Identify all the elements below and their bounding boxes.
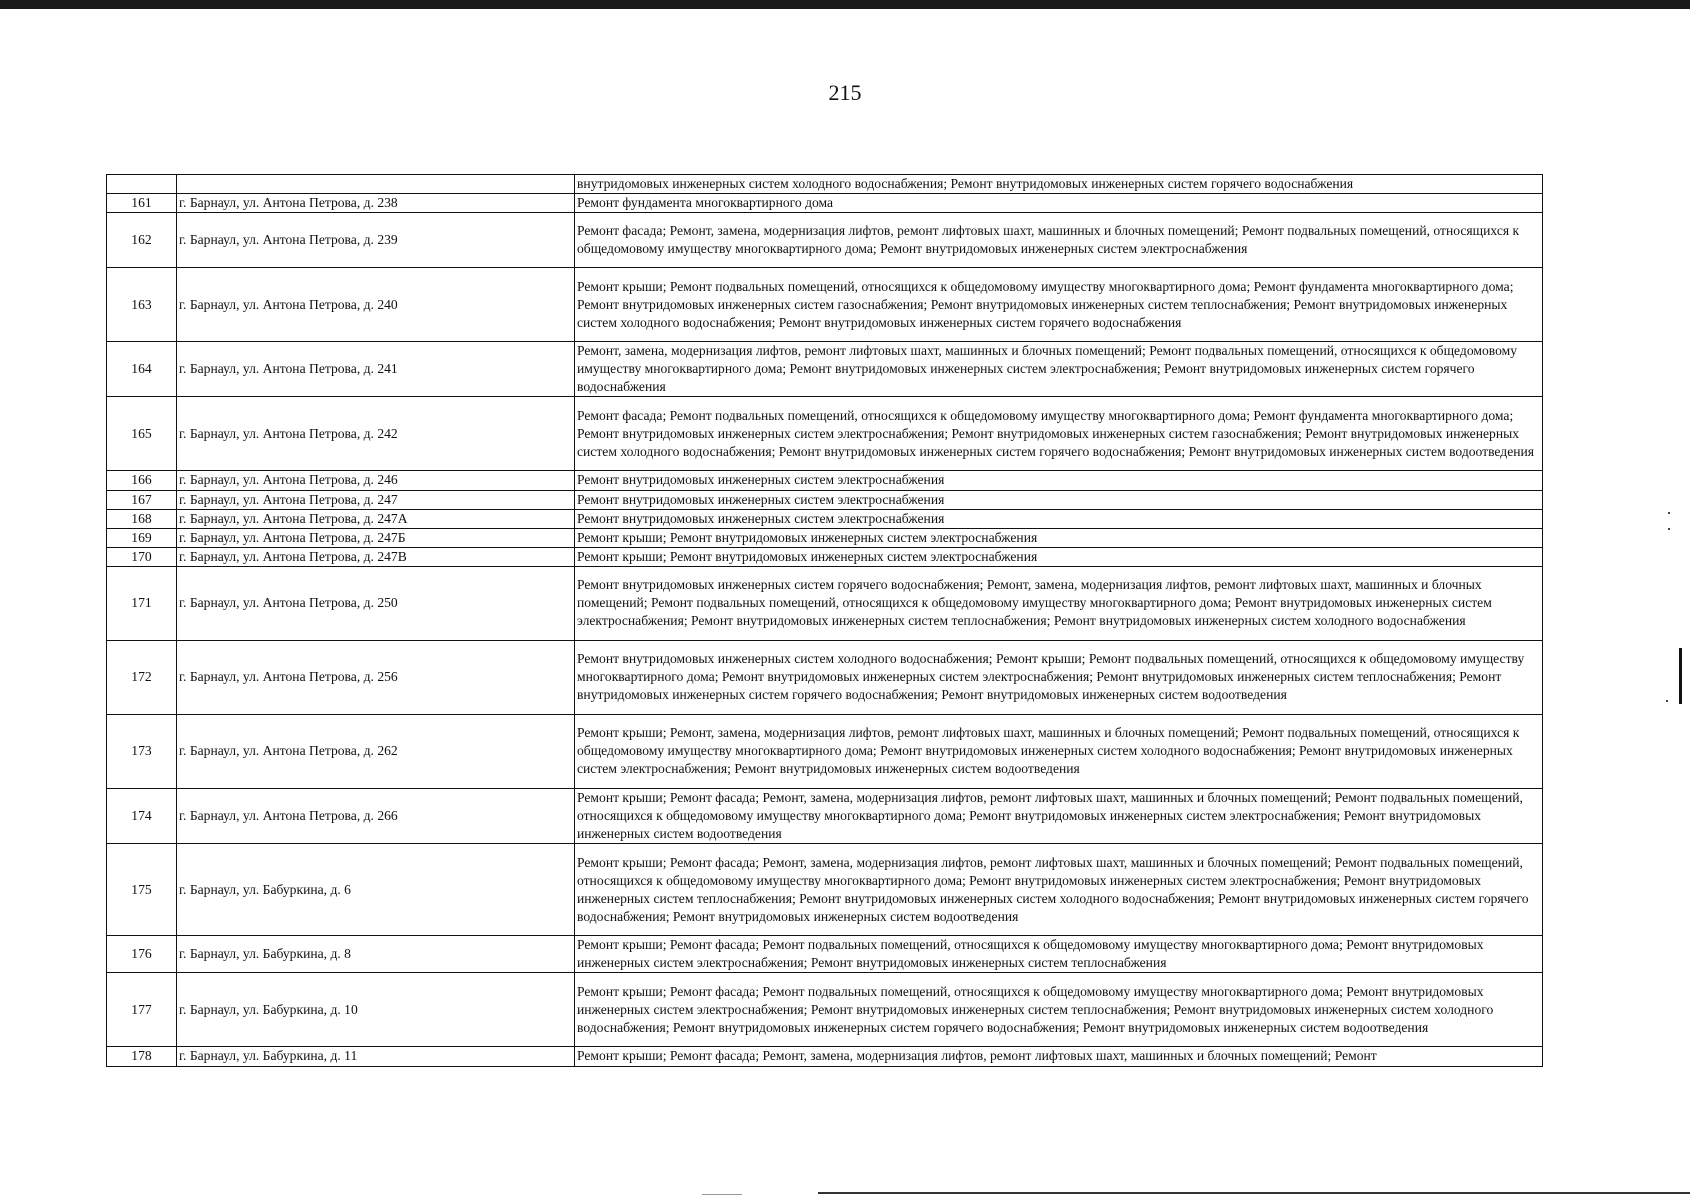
repair-works-cell: Ремонт крыши; Ремонт фасада; Ремонт, замена, модернизация лифтов, ремонт лифтовых шахт, машинных и блочных помещений; Ремонт подвальных помещений, относящихся к общедомовому имуществу многоквартирного дома; Ремонт внутридомовых инженерных систем электроснабжения; Ремонт внутридомовых инженерных систем теплоснабжения; Ремонт внутридомовых инженерных систем холодного водоснабжения; Ремонт внутридомовых инженерных систем горячего водоснабжения; Ремонт внутридомовых инженерных систем водоотведения <box>575 844 1543 936</box>
row-number <box>107 175 177 194</box>
row-number: 164 <box>107 342 177 397</box>
row-number: 177 <box>107 973 177 1047</box>
repair-works-cell: Ремонт внутридомовых инженерных систем электроснабжения <box>575 509 1543 528</box>
row-number: 173 <box>107 714 177 788</box>
table-row <box>107 566 1543 640</box>
table-row <box>107 397 1543 471</box>
scan-mark <box>702 1194 742 1195</box>
address-cell: г. Барнаул, ул. Антона Петрова, д. 238 <box>177 194 575 213</box>
row-number: 163 <box>107 268 177 342</box>
address-cell: г. Барнаул, ул. Антона Петрова, д. 247А <box>177 509 575 528</box>
repair-works-cell: Ремонт фасада; Ремонт, замена, модернизация лифтов, ремонт лифтовых шахт, машинных и блочных помещений; Ремонт подвальных помещений, относящихся к общедомовому имуществу многоквартирного дома; Ремонт внутридомовых инженерных систем электроснабжения <box>575 213 1543 268</box>
address-cell: г. Барнаул, ул. Антона Петрова, д. 256 <box>177 640 575 714</box>
table-row <box>107 490 1543 509</box>
address-cell: г. Барнаул, ул. Антона Петрова, д. 247Б <box>177 528 575 547</box>
repair-works-cell: Ремонт крыши; Ремонт фасада; Ремонт, замена, модернизация лифтов, ремонт лифтовых шахт, машинных и блочных помещений; Ремонт <box>575 1047 1543 1066</box>
table-row <box>107 973 1543 1047</box>
scan-edge-bracket <box>1679 648 1682 704</box>
row-number: 171 <box>107 566 177 640</box>
address-cell: г. Барнаул, ул. Антона Петрова, д. 242 <box>177 397 575 471</box>
address-cell: г. Барнаул, ул. Антона Петрова, д. 250 <box>177 566 575 640</box>
repair-works-cell: внутридомовых инженерных систем холодного водоснабжения; Ремонт внутридомовых инженерных систем горячего водоснабжения <box>575 175 1543 194</box>
table-row <box>107 844 1543 936</box>
table-row <box>107 175 1543 194</box>
table-row <box>107 936 1543 973</box>
table-row <box>107 528 1543 547</box>
table-row <box>107 547 1543 566</box>
row-number: 168 <box>107 509 177 528</box>
row-number: 165 <box>107 397 177 471</box>
repair-works-cell: Ремонт, замена, модернизация лифтов, ремонт лифтовых шахт, машинных и блочных помещений; Ремонт подвальных помещений, относящихся к общедомовому имуществу многоквартирного дома; Ремонт внутридомовых инженерных систем электроснабжения; Ремонт внутридомовых инженерных систем горячего водоснабжения <box>575 342 1543 397</box>
row-number: 169 <box>107 528 177 547</box>
scan-speck <box>1668 512 1670 514</box>
table-row <box>107 1047 1543 1066</box>
row-number: 167 <box>107 490 177 509</box>
row-number: 176 <box>107 936 177 973</box>
table-row <box>107 471 1543 490</box>
address-cell: г. Барнаул, ул. Антона Петрова, д. 239 <box>177 213 575 268</box>
repair-works-cell: Ремонт внутридомовых инженерных систем электроснабжения <box>575 490 1543 509</box>
table-row <box>107 714 1543 788</box>
row-number: 161 <box>107 194 177 213</box>
table-row <box>107 640 1543 714</box>
row-number: 172 <box>107 640 177 714</box>
address-cell: г. Барнаул, ул. Бабуркина, д. 10 <box>177 973 575 1047</box>
table-row <box>107 213 1543 268</box>
repair-works-cell: Ремонт крыши; Ремонт фасада; Ремонт, замена, модернизация лифтов, ремонт лифтовых шахт, машинных и блочных помещений; Ремонт подвальных помещений, относящихся к общедомовому имуществу многоквартирного дома; Ремонт внутридомовых инженерных систем электроснабжения; Ремонт внутридомовых инженерных систем водоотведения <box>575 788 1543 843</box>
table-row <box>107 268 1543 342</box>
scan-bottom-rule <box>818 1192 1690 1194</box>
address-cell: г. Барнаул, ул. Антона Петрова, д. 241 <box>177 342 575 397</box>
row-number: 166 <box>107 471 177 490</box>
repair-registry-table <box>106 174 1543 1067</box>
address-cell <box>177 175 575 194</box>
address-cell: г. Барнаул, ул. Антона Петрова, д. 247 <box>177 490 575 509</box>
table-row <box>107 509 1543 528</box>
address-cell: г. Барнаул, ул. Антона Петрова, д. 246 <box>177 471 575 490</box>
repair-works-cell: Ремонт крыши; Ремонт внутридомовых инженерных систем электроснабжения <box>575 528 1543 547</box>
repair-works-cell: Ремонт крыши; Ремонт фасада; Ремонт подвальных помещений, относящихся к общедомовому имуществу многоквартирного дома; Ремонт внутридомовых инженерных систем электроснабжения; Ремонт внутридомовых инженерных систем теплоснабжения; Ремонт внутридомовых инженерных систем холодного водоснабжения; Ремонт внутридомовых инженерных систем горячего водоснабжения; Ремонт внутридомовых инженерных систем водоотведения <box>575 973 1543 1047</box>
table-row <box>107 342 1543 397</box>
repair-works-cell: Ремонт крыши; Ремонт фасада; Ремонт подвальных помещений, относящихся к общедомовому имуществу многоквартирного дома; Ремонт внутридомовых инженерных систем электроснабжения; Ремонт внутридомовых инженерных систем теплоснабжения <box>575 936 1543 973</box>
table-row <box>107 194 1543 213</box>
row-number: 178 <box>107 1047 177 1066</box>
repair-works-cell: Ремонт крыши; Ремонт, замена, модернизация лифтов, ремонт лифтовых шахт, машинных и блочных помещений; Ремонт подвальных помещений, относящихся к общедомовому имуществу многоквартирного дома; Ремонт внутридомовых инженерных систем холодного водоснабжения; Ремонт внутридомовых инженерных систем электроснабжения; Ремонт внутридомовых инженерных систем водоотведения <box>575 714 1543 788</box>
repair-works-cell: Ремонт внутридомовых инженерных систем электроснабжения <box>575 471 1543 490</box>
repair-works-cell: Ремонт фундамента многоквартирного дома <box>575 194 1543 213</box>
row-number: 175 <box>107 844 177 936</box>
row-number: 162 <box>107 213 177 268</box>
address-cell: г. Барнаул, ул. Бабуркина, д. 8 <box>177 936 575 973</box>
repair-works-cell: Ремонт крыши; Ремонт подвальных помещений, относящихся к общедомовому имуществу многоквартирного дома; Ремонт фундамента многоквартирного дома; Ремонт внутридомовых инженерных систем газоснабжения; Ремонт внутридомовых инженерных систем теплоснабжения; Ремонт внутридомовых инженерных систем холодного водоснабжения; Ремонт внутридомовых инженерных систем горячего водоснабжения <box>575 268 1543 342</box>
row-number: 170 <box>107 547 177 566</box>
address-cell: г. Барнаул, ул. Бабуркина, д. 11 <box>177 1047 575 1066</box>
address-cell: г. Барнаул, ул. Бабуркина, д. 6 <box>177 844 575 936</box>
table-row <box>107 788 1543 843</box>
address-cell: г. Барнаул, ул. Антона Петрова, д. 262 <box>177 714 575 788</box>
repair-works-cell: Ремонт внутридомовых инженерных систем горячего водоснабжения; Ремонт, замена, модернизация лифтов, ремонт лифтовых шахт, машинных и блочных помещений; Ремонт подвальных помещений, относящихся к общедомовому имуществу многоквартирного дома; Ремонт внутридомовых инженерных систем электроснабжения; Ремонт внутридомовых инженерных систем теплоснабжения; Ремонт внутридомовых инженерных систем холодного водоснабжения <box>575 566 1543 640</box>
scan-speck <box>1666 700 1668 702</box>
repair-works-cell: Ремонт крыши; Ремонт внутридомовых инженерных систем электроснабжения <box>575 547 1543 566</box>
address-cell: г. Барнаул, ул. Антона Петрова, д. 240 <box>177 268 575 342</box>
address-cell: г. Барнаул, ул. Антона Петрова, д. 266 <box>177 788 575 843</box>
scan-speck <box>1668 528 1670 530</box>
page-number: 215 <box>828 80 862 105</box>
repair-works-cell: Ремонт фасада; Ремонт подвальных помещений, относящихся к общедомовому имуществу многоквартирного дома; Ремонт фундамента многоквартирного дома; Ремонт внутридомовых инженерных систем электроснабжения; Ремонт внутридомовых инженерных систем газоснабжения; Ремонт внутридомовых инженерных систем холодного водоснабжения; Ремонт внутридомовых инженерных систем горячего водоснабжения; Ремонт внутридомовых инженерных систем водоотведения <box>575 397 1543 471</box>
repair-works-cell: Ремонт внутридомовых инженерных систем холодного водоснабжения; Ремонт крыши; Ремонт подвальных помещений, относящихся к общедомовому имуществу многоквартирного дома; Ремонт внутридомовых инженерных систем электроснабжения; Ремонт внутридомовых инженерных систем теплоснабжения; Ремонт внутридомовых инженерных систем горячего водоснабжения; Ремонт внутридомовых инженерных систем водоотведения <box>575 640 1543 714</box>
row-number: 174 <box>107 788 177 843</box>
table-body <box>107 175 1543 1067</box>
address-cell: г. Барнаул, ул. Антона Петрова, д. 247В <box>177 547 575 566</box>
scan-top-border <box>0 0 1690 9</box>
